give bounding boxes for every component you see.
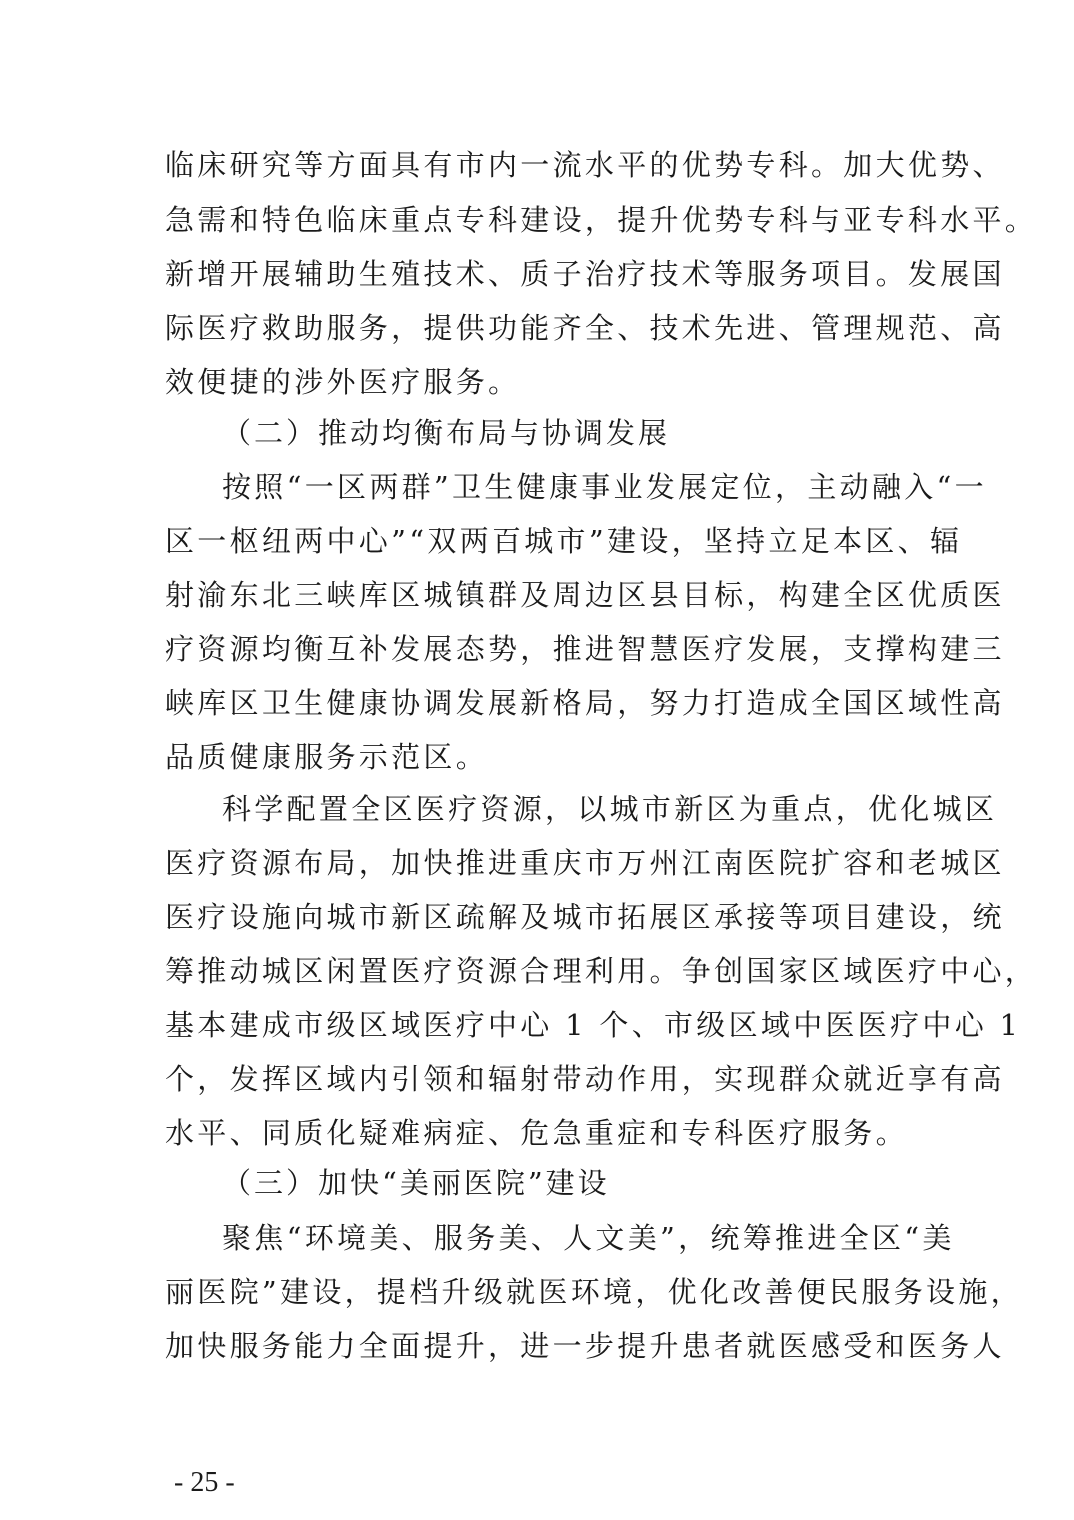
body-text-line: 筹推动城区闲置医疗资源合理利用。争创国家区域医疗中心， [165,954,1038,988]
body-text-line: 临床研究等方面具有市内一流水平的优势专科。加大优势、 [165,148,1005,182]
paragraph-first-line: 按照“一区两群”卫生健康事业发展定位，主动融入“一 [222,470,987,504]
body-text-line: 峡库区卫生健康协调发展新格局，努力打造成全国区域性高 [165,686,1005,720]
paragraph-first-line: 科学配置全区医疗资源，以城市新区为重点，优化城区 [222,792,998,826]
body-text-line: 效便捷的涉外医疗服务。 [165,365,521,399]
page-number: - 25 - [174,1467,235,1498]
section-heading: （二）推动均衡布局与协调发展 [222,416,671,450]
body-text-line: 急需和特色临床重点专科建设，提升优势专科与亚专科水平。 [165,203,1038,237]
body-text-line: 新增开展辅助生殖技术、质子治疗技术等服务项目。发展国 [165,257,1005,291]
body-text-line: 医疗资源布局，加快推进重庆市万州江南医院扩容和老城区 [165,846,1005,880]
body-text-line: 品质健康服务示范区。 [165,740,489,774]
body-text-line: 医疗设施向城市新区疏解及城市拓展区承接等项目建设，统 [165,900,1005,934]
body-text-line: 个，发挥区域内引领和辐射带动作用，实现群众就近享有高 [165,1062,1005,1096]
body-text-line: 加快服务能力全面提升，进一步提升患者就医感受和医务人 [165,1329,1005,1363]
body-text-line: 丽医院”建设，提档升级就医环境，优化改善便民服务设施， [165,1275,1023,1309]
section-heading: （三）加快“美丽医院”建设 [222,1166,610,1200]
body-text-line: 际医疗救助服务，提供功能齐全、技术先进、管理规范、高 [165,311,1005,345]
paragraph-first-line: 聚焦“环境美、服务美、人文美”，统筹推进全区“美 [222,1221,955,1255]
body-text-line: 射渝东北三峡库区城镇群及周边区县目标，构建全区优质医 [165,578,1005,612]
body-text-line: 区一枢纽两中心”“双两百城市”建设，坚持立足本区、辐 [165,524,963,558]
body-text-line: 基本建成市级区域医疗中心 1 个、市级区域中医医疗中心 1 [165,1008,1022,1042]
body-text-line: 水平、同质化疑难病症、危急重症和专科医疗服务。 [165,1116,908,1150]
body-text-line: 疗资源均衡互补发展态势，推进智慧医疗发展，支撑构建三 [165,632,1005,666]
